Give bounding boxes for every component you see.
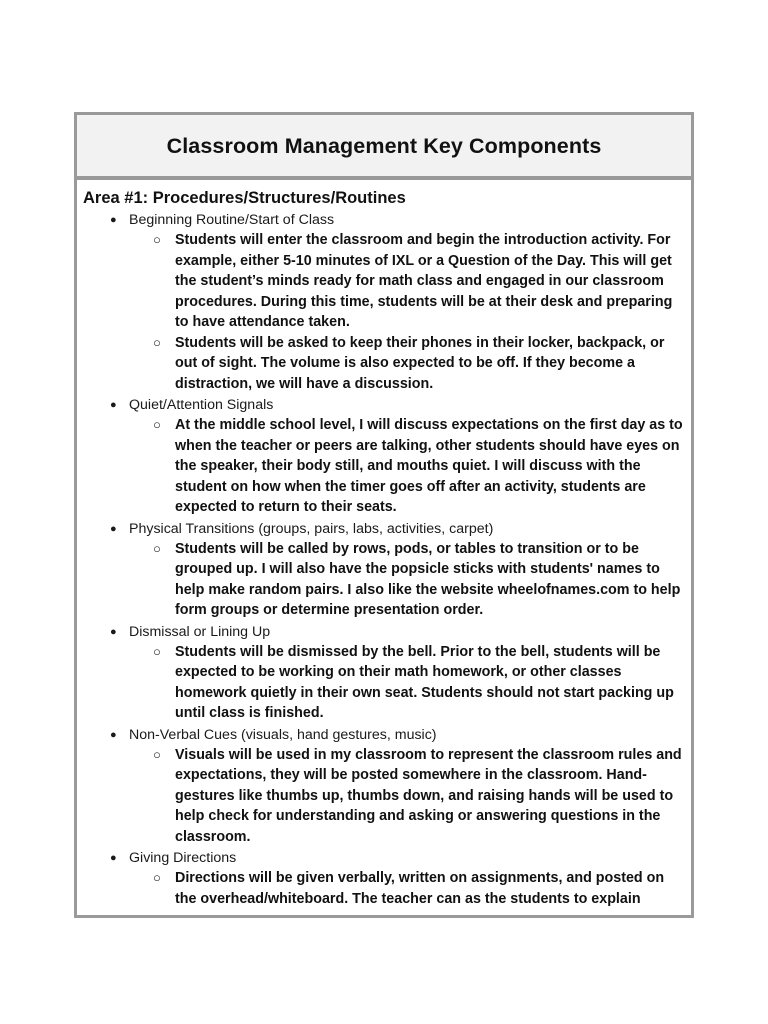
detail-text: Students will enter the classroom and begin the introduction activity. For example, either 5-10 minutes of IXL or a Question of the Day. This will get the student’s minds ready for math class and engaged in our classroom procedures. During this time, students will be at their desk and preparing to have attendance taken. [175,232,673,330]
area-heading: Area #1: Procedures/Structures/Routines [83,189,406,207]
detail-list [83,868,691,909]
detail-list [83,642,691,724]
hollow-bullet-icon: ○ [153,232,161,247]
topic-item [83,520,691,621]
topic-row [83,396,691,414]
hollow-bullet-icon: ○ [153,334,161,350]
topic-label: Non-Verbal Cues (visuals, hand gestures, music) [129,726,437,743]
document-title: Classroom Management Key Components [166,134,602,158]
bullet-icon: ● [110,728,117,741]
detail-text: Directions will be given verbally, written on assignments, and posted on the overhead/whiteboard. The teacher can as the students to explain [175,870,665,907]
hollow-bullet-icon: ○ [153,643,161,659]
topic-item [83,849,691,909]
hollow-bullet-icon: ○ [153,746,161,762]
title-cell [77,115,691,180]
content-cell [77,180,691,909]
topic-row [83,623,691,641]
detail-text: Students will be dismissed by the bell. Prior to the bell, students will be expected to be working on their math homework, or other classes homework quietly in their own seat. Students should not start packing up until class is finished. [175,643,674,721]
bullet-icon: ● [110,625,117,638]
detail-text: Students will be asked to keep their phones in their locker, backpack, or out of sight. The volume is also expected to be off. If they become a distraction, we will have a discussion. [175,334,665,392]
topic-label: Giving Directions [129,850,237,866]
hollow-bullet-icon: ○ [153,870,161,885]
bullet-icon: ● [110,852,117,864]
detail-item [83,333,691,395]
topic-row [83,726,691,744]
topic-item [83,726,691,848]
topic-row [83,849,691,867]
topic-label: Quiet/Attention Signals [129,397,274,413]
topic-label: Dismissal or Lining Up [129,623,271,640]
bullet-icon: ● [110,399,117,411]
topic-label: Physical Transitions (groups, pairs, labs, activities, carpet) [129,520,494,537]
detail-text: Visuals will be used in my classroom to represent the classroom rules and expectations, they will be posted somewhere in the classroom. Hand-gestures like thumbs up, thumbs down, and raising hands will be used to help check for understanding and asking or answering questions in the classroom. [175,746,682,845]
topic-label: Beginning Routine/Start of Class [129,212,335,228]
detail-item [83,745,691,848]
detail-list [83,415,691,518]
topic-item [83,623,691,724]
topic-row [83,211,691,229]
hollow-bullet-icon: ○ [153,417,161,432]
hollow-bullet-icon: ○ [153,540,161,556]
detail-item [83,868,691,909]
detail-list [83,230,691,394]
topic-row [83,520,691,538]
detail-item [83,415,691,518]
detail-item [83,230,691,333]
bullet-icon: ● [110,214,117,226]
document-table [74,112,694,918]
detail-item [83,539,691,621]
topic-item [83,211,691,394]
topic-item [83,396,691,518]
topic-list [83,211,691,909]
detail-item [83,642,691,724]
detail-text: Students will be called by rows, pods, or tables to transition or to be grouped up. I will also have the popsicle sticks with students' names to help make random pairs. I also like the website wheelofnames.com to help form groups or determine presentation order. [175,540,681,618]
detail-list [83,745,691,848]
detail-text: At the middle school level, I will discuss expectations on the first day as to when the teacher or peers are talking, other students should have eyes on the speaker, their body still, and mouths quiet. I will discuss with the student on how when the timer goes off after an activity, students are expected to return to their seats. [175,417,683,515]
detail-list [83,539,691,621]
bullet-icon: ● [110,522,117,535]
